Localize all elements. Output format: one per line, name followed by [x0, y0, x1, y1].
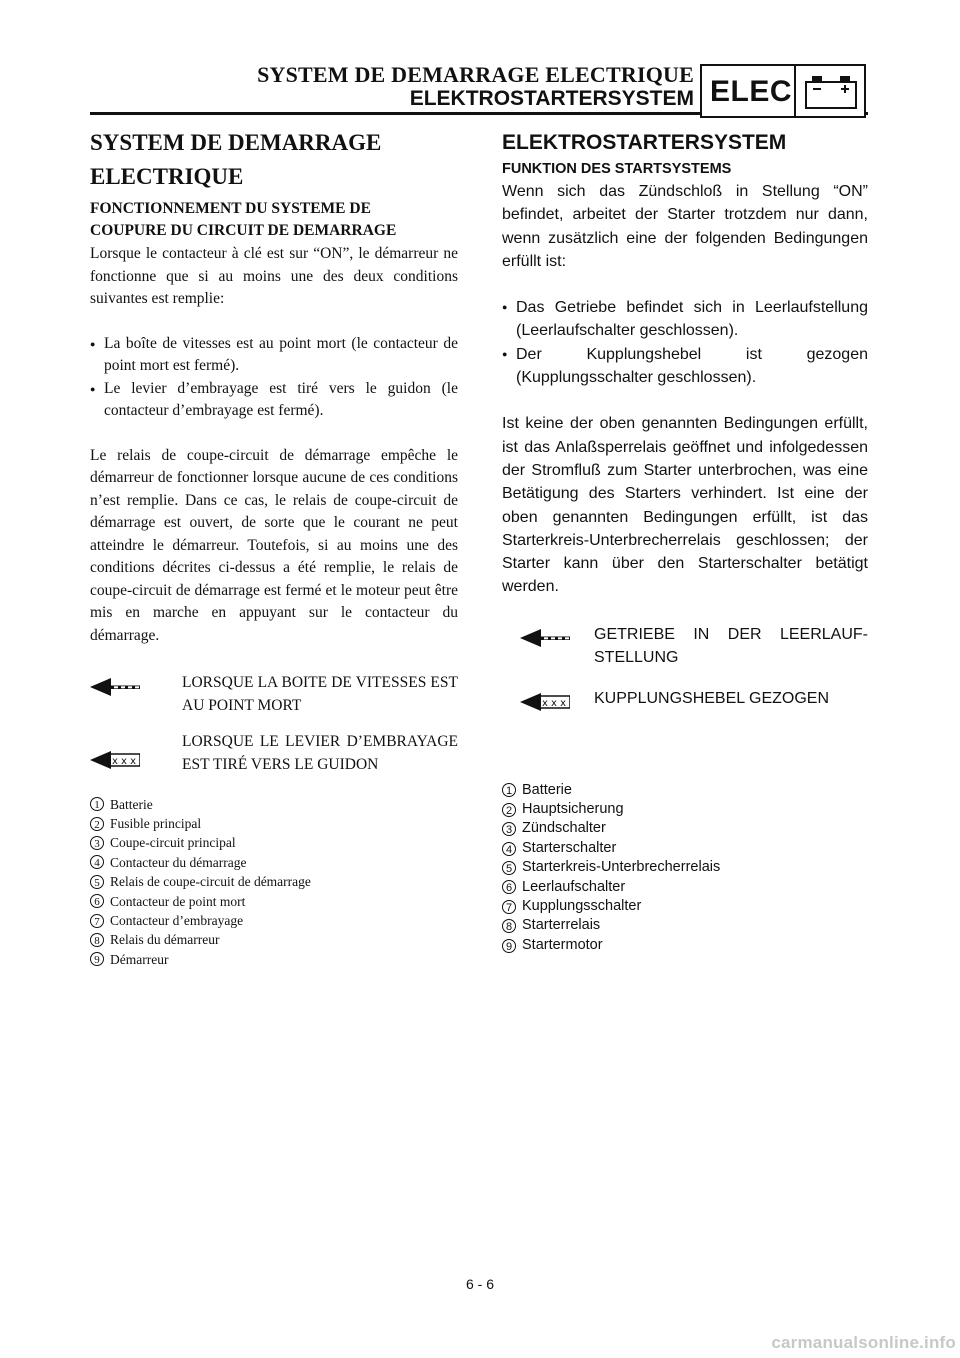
list-item: 6 Leerlaufschalter: [502, 878, 868, 897]
list-item: 3 Zündschalter: [502, 819, 868, 838]
list-item: ● Le levier d’embrayage est tiré vers le guidon (le contacteur d’embrayage est fermé).: [90, 378, 458, 423]
intro-paragraph-fr: Lorsque le contacteur à clé est sur “ON”, le démarreur ne fonctionne que si au moins une des deux conditions suivantes est remplie:: [90, 245, 458, 307]
svg-text:x x x: x x x: [111, 756, 137, 767]
list-item: 7 Contacteur d’embrayage: [90, 911, 458, 930]
list-item: 5 Relais de coupe-circuit de démarrage: [90, 872, 458, 891]
body-paragraph-de: Ist keine der oben genannten Bedingungen erfüllt, ist das Anlaßsperrelais geöffnet und infolgedessen der Stromfluß zum Starter unterbrochen, was eine Betätigung des Starters verhindert. Ist eine der oben genannten Bedingungen erfüllt, ist das Starterkreis-Unterbrecherrelais geschlossen; der Starter kann über den Starterschalter betätigt werden.: [502, 415, 868, 596]
header-title-de: ELEKTROSTARTERSYSTEM: [409, 87, 694, 110]
intro-paragraph-de: Wenn sich das Zündschloß in Stellung “ON” befindet, arbeitet der Starter trotzdem nur dann, wenn zusätzlich eine der folgenden Bedingungen erfüllt ist:: [502, 183, 868, 270]
legend-text: LORSQUE LE LEVIER D’EMBRAYAGE EST TIRÉ VERS LE GUIDON: [182, 733, 458, 773]
section-badge: [700, 64, 866, 118]
column-french: [90, 128, 458, 969]
legend-text: KUPPLUNGSHEBEL GEZOGEN: [594, 690, 830, 708]
parts-list-de: [502, 781, 868, 956]
watermark: carmanualsonline.info: [771, 1333, 956, 1352]
section-title-de: ELEKTROSTARTERSYSTEM: [502, 131, 787, 154]
body-paragraph-fr: Le relais de coupe-circuit de démarrage empêche le démarreur de fonctionner lorsque aucune de ces conditions n’est remplie. Dans ce cas, le relais de coupe-circuit de démarrage est ouvert, de sorte que le courant ne peut atteindre le démarreur. Toutefois, si au moins une des conditions décrites ci-dessus a été remplie, le relais de coupe-circuit de démarrage est fermé et le moteur peut être mis en marche en appuyant sur le contacteur du démarrage.: [90, 446, 458, 644]
legend-de: [502, 623, 868, 719]
clutch-path-arrow-icon: [90, 731, 182, 777]
list-item: 4 Contacteur du démarrage: [90, 853, 458, 872]
neutral-path-arrow-icon: [90, 672, 182, 704]
list-item: 4 Starterschalter: [502, 839, 868, 858]
list-item: 7 Kupplungsschalter: [502, 897, 868, 916]
list-item: 2 Fusible principal: [90, 814, 458, 833]
list-item: 2 Hauptsicherung: [502, 800, 868, 819]
legend-row-neutral: [90, 672, 458, 717]
list-item: ● La boîte de vitesses est au point mort (le contacteur de point mort est fermé).: [90, 333, 458, 378]
list-item: 9 Startermotor: [502, 936, 868, 955]
list-item: ● Der Kupplungshebel ist gezogen (Kupplungsschalter geschlossen).: [502, 343, 868, 390]
column-german: [502, 128, 868, 955]
bullet-list-de: [502, 296, 868, 389]
legend-row-neutral: [502, 623, 868, 670]
svg-text:x x x: x x x: [541, 698, 567, 710]
header-title-fr: SYSTEM DE DEMARRAGE ELECTRIQUE: [257, 62, 694, 87]
list-item: 9 Démarreur: [90, 950, 458, 969]
section-subtitle-de: FUNKTION DES STARTSYSTEMS: [502, 161, 732, 177]
list-item: 3 Coupe-circuit principal: [90, 833, 458, 852]
section-label: ELEC: [710, 75, 793, 108]
parts-list-fr: [90, 795, 458, 970]
legend-fr: [90, 672, 458, 777]
legend-text: LORSQUE LA BOITE DE VITESSES EST AU POINT MORT: [182, 674, 458, 714]
list-item: 1 Batterie: [502, 781, 868, 800]
list-item: 5 Starterkreis-Unterbrecherrelais: [502, 858, 868, 877]
legend-row-clutch: [502, 687, 868, 718]
section-subtitle-fr: FONCTIONNEMENT DU SYSTEME DE COUPURE DU CIRCUIT DE DEMARRAGE: [90, 200, 397, 239]
bullet-list-fr: [90, 333, 458, 423]
legend-text: GETRIEBE IN DER LEERLAUF-STELLUNG: [594, 625, 868, 667]
section-title-fr: SYSTEM DE DEMARRAGE ELECTRIQUE: [90, 130, 382, 189]
list-item: 6 Contacteur de point mort: [90, 892, 458, 911]
clutch-path-arrow-icon: [502, 687, 594, 718]
list-item: 8 Relais du démarreur: [90, 930, 458, 949]
legend-row-clutch: [90, 731, 458, 777]
battery-icon: [802, 74, 860, 110]
badge-separator: [794, 66, 796, 116]
page-number: 6 - 6: [465, 1276, 494, 1292]
list-item: ● Das Getriebe befindet sich in Leerlaufstellung (Leerlaufschalter geschlossen).: [502, 296, 868, 343]
list-item: 8 Starterrelais: [502, 916, 868, 935]
neutral-path-arrow-icon: [502, 623, 594, 654]
list-item: 1 Batterie: [90, 795, 458, 814]
